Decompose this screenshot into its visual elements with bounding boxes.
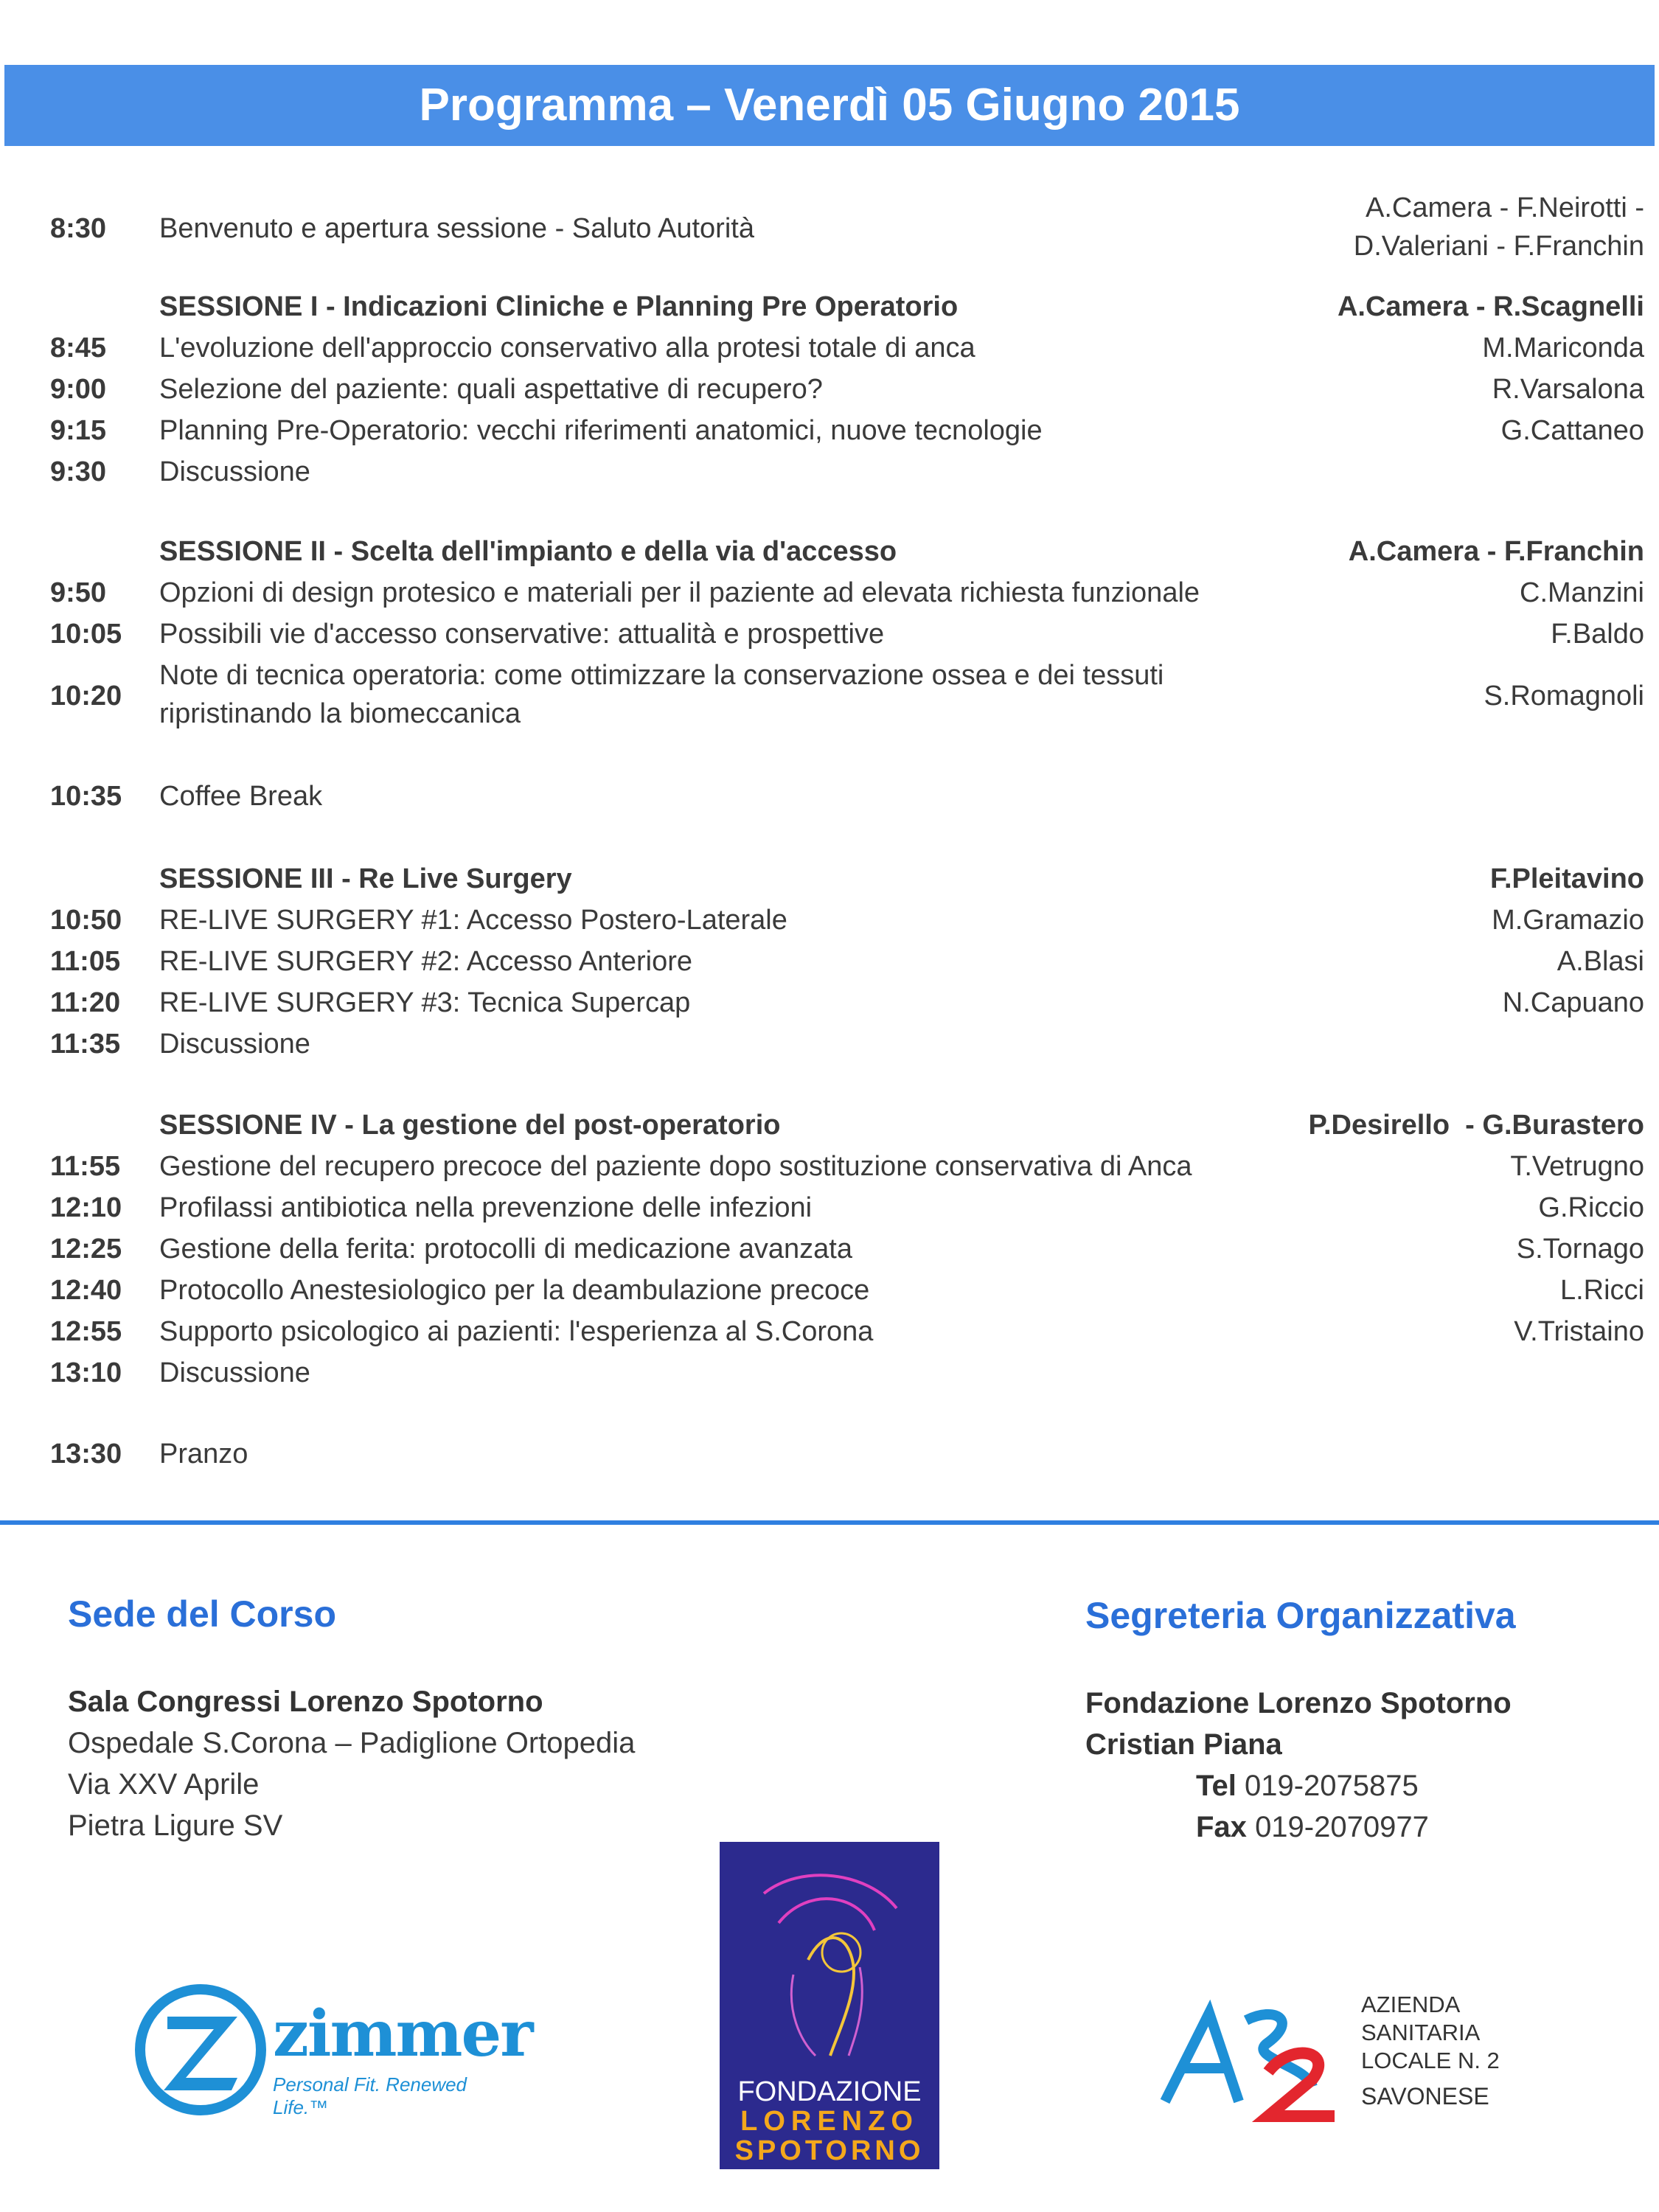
row-title: Discussione bbox=[159, 1357, 310, 1388]
row-speaker: D.Valeriani - F.Franchin bbox=[1353, 231, 1644, 262]
zimmer-logo bbox=[134, 1983, 532, 2118]
row-time: 10:20 bbox=[50, 681, 122, 712]
row-time: 11:55 bbox=[50, 1151, 121, 1182]
secretariat-heading: Segreteria Organizzativa bbox=[1085, 1595, 1516, 1636]
row-time: 12:25 bbox=[50, 1234, 122, 1265]
zimmer-wordmark: zimmer bbox=[273, 1997, 532, 2071]
fondazione-line2: LORENZO bbox=[740, 2106, 919, 2137]
row-title: Selezione del paziente: quali aspettative di recupero? bbox=[159, 374, 823, 405]
row-time: 9:15 bbox=[50, 415, 107, 446]
row-title: Gestione del recupero precoce del paziente dopo sostituzione conservativa di Anca bbox=[159, 1151, 1192, 1182]
row-speaker: M.Gramazio bbox=[1492, 905, 1644, 936]
venue-heading: Sede del Corso bbox=[68, 1593, 336, 1635]
row-time: 8:30 bbox=[50, 213, 107, 244]
row-speaker: R.Varsalona bbox=[1492, 374, 1644, 405]
schedule-row bbox=[0, 655, 1659, 737]
row-time: 12:55 bbox=[50, 1316, 122, 1347]
row-time: 9:50 bbox=[50, 577, 107, 608]
row-time: 11:20 bbox=[50, 987, 121, 1018]
row-time: 10:05 bbox=[50, 619, 122, 650]
session-chairs: F.Pleitavino bbox=[1489, 863, 1644, 894]
row-speaker: L.Ricci bbox=[1559, 1275, 1644, 1306]
row-time: 10:35 bbox=[50, 781, 122, 812]
row-title: RE-LIVE SURGERY #1: Accesso Postero-Laterale bbox=[159, 905, 787, 936]
row-time: 11:05 bbox=[50, 946, 121, 977]
row-title: Discussione bbox=[159, 456, 310, 487]
fondazione-line1: FONDAZIONE bbox=[737, 2076, 922, 2107]
row-speaker: T.Vetrugno bbox=[1510, 1151, 1644, 1182]
row-time: 9:30 bbox=[50, 456, 107, 487]
asl-line: SANITARIA bbox=[1361, 2020, 1481, 2045]
page-title: Programma – Venerdì 05 Giugno 2015 bbox=[419, 80, 1240, 131]
session-heading: SESSIONE III - Re Live Surgery bbox=[159, 863, 572, 894]
venue-name: Sala Congressi Lorenzo Spotorno bbox=[68, 1686, 543, 1718]
row-title: Gestione della ferita: protocolli di medicazione avanzata bbox=[159, 1234, 852, 1265]
row-speaker: S.Romagnoli bbox=[1484, 681, 1644, 712]
row-title: RE-LIVE SURGERY #3: Tecnica Supercap bbox=[159, 987, 691, 1018]
asl-logo bbox=[1158, 1991, 1526, 2124]
page-title-banner bbox=[4, 65, 1655, 146]
session-heading: SESSIONE II - Scelta dell'impianto e della via d'accesso bbox=[159, 536, 897, 567]
row-speaker: A.Camera - F.Neirotti - bbox=[1366, 192, 1644, 223]
row-time: 12:40 bbox=[50, 1275, 122, 1306]
row-title: RE-LIVE SURGERY #2: Accesso Anteriore bbox=[159, 946, 693, 977]
row-time: 13:10 bbox=[50, 1357, 122, 1388]
row-speaker: C.Manzini bbox=[1520, 577, 1644, 608]
zimmer-tagline: Personal Fit. Renewed Life.™ bbox=[273, 2073, 467, 2118]
venue-block bbox=[68, 1681, 635, 1846]
row-time: 13:30 bbox=[50, 1439, 122, 1470]
row-speaker: A.Blasi bbox=[1557, 946, 1644, 977]
session-chairs: A.Camera - F.Franchin bbox=[1348, 536, 1644, 567]
tel-number: 019-2075875 bbox=[1244, 1770, 1419, 1802]
secretariat-org: Fondazione Lorenzo Spotorno bbox=[1085, 1687, 1512, 1719]
row-title-cont: ripristinando la biomeccanica bbox=[159, 698, 521, 729]
session-chairs: A.Camera - R.Scagnelli bbox=[1337, 291, 1644, 322]
divider bbox=[0, 1520, 1659, 1525]
asl-text bbox=[1361, 1991, 1500, 2110]
row-title: Benvenuto e apertura sessione - Saluto Autorità bbox=[159, 213, 754, 244]
fax-label: Fax bbox=[1196, 1811, 1247, 1843]
row-speaker: M.Mariconda bbox=[1482, 333, 1644, 364]
row-title: Profilassi antibiotica nella prevenzione delle infezioni bbox=[159, 1192, 813, 1223]
row-speaker: G.Riccio bbox=[1538, 1192, 1644, 1223]
hip-sketch-icon bbox=[720, 1842, 939, 2063]
row-time: 9:00 bbox=[50, 374, 107, 405]
row-time: 11:35 bbox=[50, 1029, 121, 1060]
zimmer-z-icon bbox=[134, 1983, 267, 2116]
row-title: Pranzo bbox=[159, 1439, 248, 1470]
row-speaker: S.Tornago bbox=[1516, 1234, 1644, 1265]
tel-label: Tel bbox=[1196, 1770, 1237, 1802]
secretariat-contact: Cristian Piana bbox=[1085, 1728, 1282, 1761]
row-time: 12:10 bbox=[50, 1192, 122, 1223]
row-title: Note di tecnica operatoria: come ottimizzare la conservazione ossea e dei tessuti bbox=[159, 660, 1164, 691]
fax-number: 019-2070977 bbox=[1255, 1811, 1429, 1843]
asl-line: SAVONESE bbox=[1361, 2083, 1489, 2110]
row-time: 8:45 bbox=[50, 333, 107, 364]
venue-line: Via XXV Aprile bbox=[68, 1768, 260, 1801]
fondazione-line3: SPOTORNO bbox=[734, 2135, 925, 2166]
session-chairs: P.Desirello - G.Burastero bbox=[1308, 1110, 1644, 1141]
fondazione-logo bbox=[720, 1842, 939, 2169]
session-heading: SESSIONE IV - La gestione del post-operatorio bbox=[159, 1110, 781, 1141]
asl2-icon bbox=[1158, 1991, 1349, 2124]
row-title: Protocollo Anestesiologico per la deambulazione precoce bbox=[159, 1275, 870, 1306]
row-title: L'evoluzione dell'approccio conservativo alla protesi totale di anca bbox=[159, 333, 975, 364]
row-speaker: F.Baldo bbox=[1551, 619, 1644, 650]
row-title: Supporto psicologico ai pazienti: l'esperienza al S.Corona bbox=[159, 1316, 874, 1347]
row-speaker: N.Capuano bbox=[1502, 987, 1644, 1018]
row-title: Discussione bbox=[159, 1029, 310, 1060]
row-time: 10:50 bbox=[50, 905, 122, 936]
session-heading: SESSIONE I - Indicazioni Cliniche e Planning Pre Operatorio bbox=[159, 291, 959, 322]
row-speaker: V.Tristaino bbox=[1514, 1316, 1644, 1347]
row-title: Coffee Break bbox=[159, 781, 323, 812]
row-speaker: G.Cattaneo bbox=[1500, 415, 1644, 446]
asl-line: AZIENDA bbox=[1361, 1992, 1461, 2017]
row-title: Opzioni di design protesico e materiali per il paziente ad elevata richiesta funzionale bbox=[159, 577, 1200, 608]
venue-line: Ospedale S.Corona – Padiglione Ortopedia bbox=[68, 1727, 636, 1759]
asl-line: LOCALE N. 2 bbox=[1361, 2048, 1500, 2073]
row-title: Planning Pre-Operatorio: vecchi riferimenti anatomici, nuove tecnologie bbox=[159, 415, 1043, 446]
venue-line: Pietra Ligure SV bbox=[68, 1809, 283, 1842]
row-title: Possibili vie d'accesso conservative: attualità e prospettive bbox=[159, 619, 885, 650]
secretariat-block bbox=[1085, 1683, 1512, 1848]
